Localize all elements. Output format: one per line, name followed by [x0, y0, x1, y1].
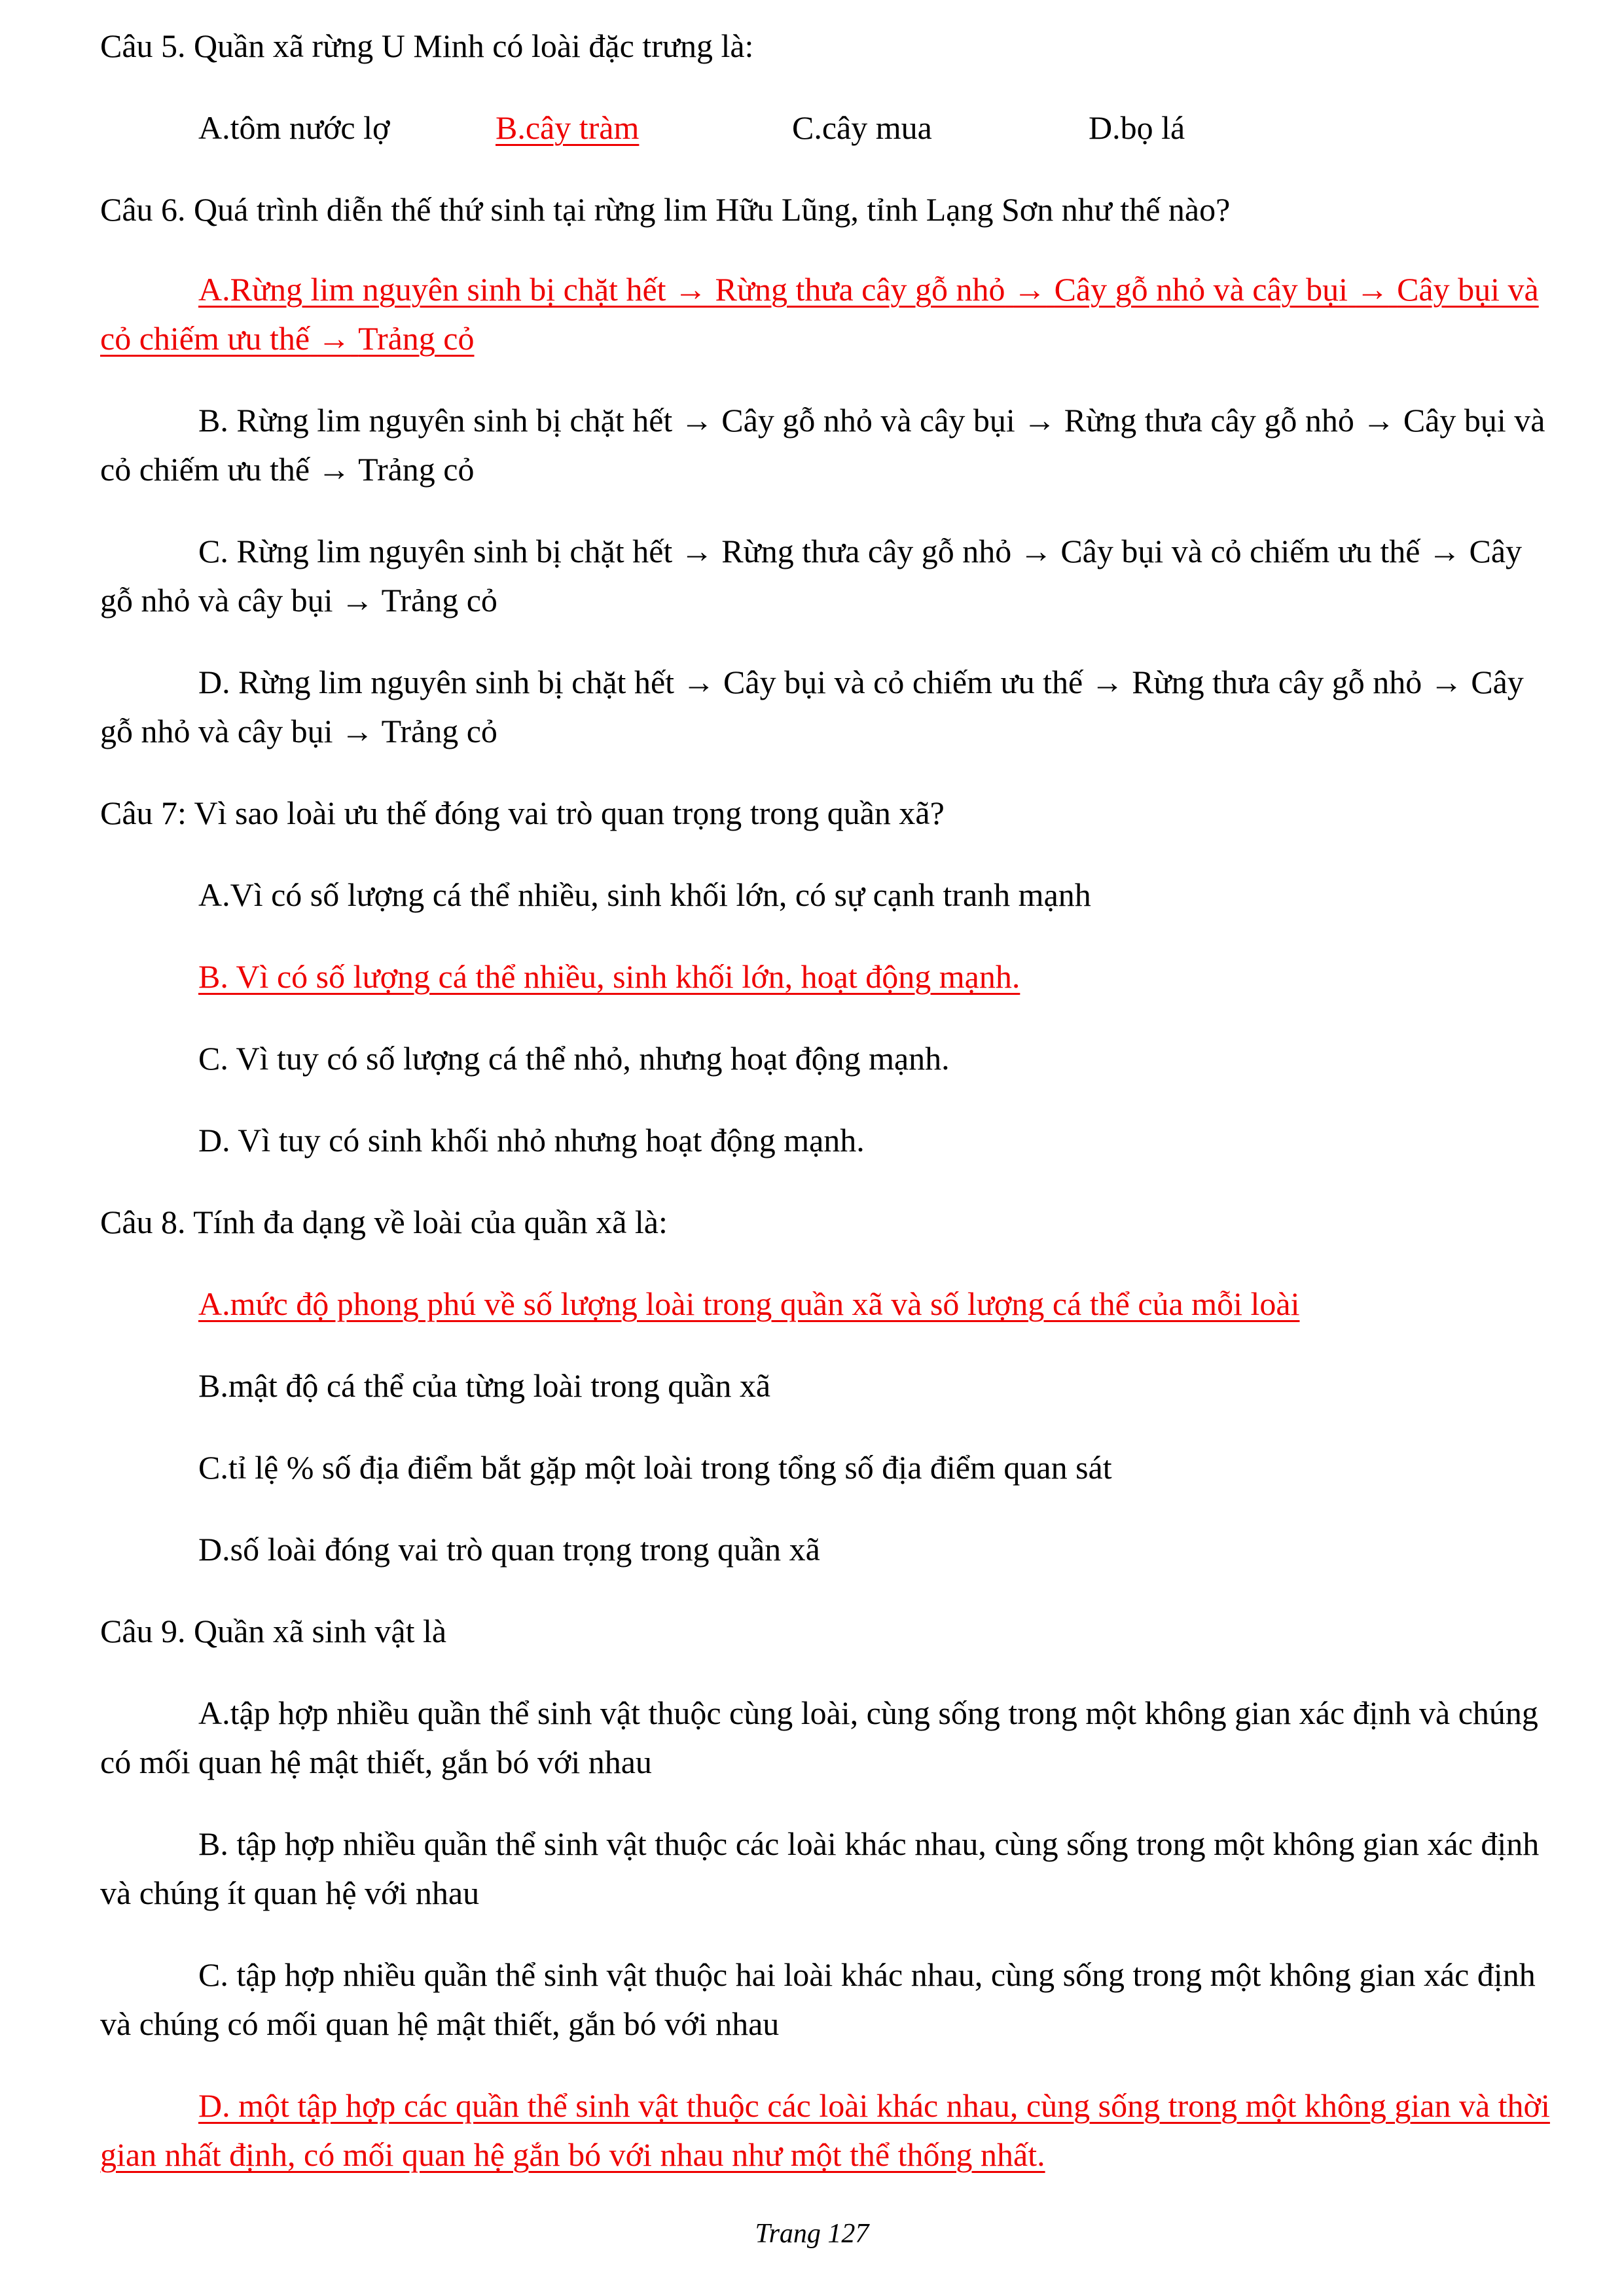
q8-stem: Câu 8. Tính đa dạng về loài của quần xã là: — [100, 1204, 668, 1240]
arrow-right-icon: → — [1428, 533, 1461, 569]
q8-option-d: D.số loài đóng vai trò quan trọng trong quần xã — [198, 1531, 820, 1568]
q6-option-c — [100, 527, 1550, 625]
q6-stem: Câu 6. Quá trình diễn thế thứ sinh tại rừng lim Hữu Lũng, tỉnh Lạng Sơn như thế nào? — [100, 191, 1231, 228]
q7-b-text: B. Vì có số lượng cá thể nhiều, sinh khối lớn, hoạt động mạnh. — [198, 958, 1020, 995]
q8-option-b: B.mật độ cá thể của từng loài trong quần xã — [198, 1367, 771, 1404]
arrow-right-icon: → — [680, 533, 713, 569]
q6-d-step-5: Trảng cỏ — [381, 713, 497, 749]
q8-a-text: A.mức độ phong phú về số lượng loài trong quần xã và số lượng cá thể của mỗi loài — [198, 1285, 1300, 1322]
q6-b-prefix: B. — [198, 402, 237, 439]
q6-a-step-4: Cây bụi và cỏ chiếm ưu thế — [100, 271, 1539, 357]
q7-option-b-correct — [100, 952, 1550, 1001]
q9-stem: Câu 9. Quần xã sinh vật là — [100, 1613, 447, 1649]
q6-b-step-4: Cây bụi và cỏ chiếm ưu thế — [100, 402, 1545, 488]
arrow-right-icon: → — [1013, 271, 1047, 308]
q6-option-b — [100, 396, 1550, 494]
q6-c-prefix: C. — [198, 533, 237, 569]
arrow-right-icon: → — [1019, 533, 1053, 569]
q9-option-c: C. tập hợp nhiều quần thể sinh vật thuộc hai loài khác nhau, cùng sống trong một không gian xác định và chúng có mối quan hệ mật thiết, gắn bó với nhau — [100, 1956, 1536, 2042]
q6-c-step-3: Cây bụi và cỏ chiếm ưu thế — [1060, 533, 1420, 569]
q5-stem: Câu 5. Quần xã rừng U Minh có loài đặc trưng là: — [100, 27, 754, 64]
arrow-right-icon: → — [1023, 402, 1056, 439]
q6-b-step-5: Trảng cỏ — [358, 451, 475, 488]
arrow-right-icon: → — [674, 271, 708, 308]
arrow-right-icon: → — [1356, 271, 1389, 308]
arrow-right-icon: → — [1430, 664, 1463, 700]
q6-a-step-3: Cây gỗ nhỏ và cây bụi — [1054, 271, 1348, 308]
q9-option-d-correct: D. một tập hợp các quần thể sinh vật thuộc các loài khác nhau, cùng sống trong một không gian và thời gian nhất định, có mối quan hệ gắn bó với nhau như một thể thống nhất. — [100, 2087, 1550, 2173]
q7-option-a: A.Vì có số lượng cá thể nhiều, sinh khối lớn, có sự cạnh tranh mạnh — [198, 876, 1091, 913]
arrow-right-icon: → — [1091, 664, 1124, 700]
arrow-right-icon: → — [317, 451, 351, 488]
q6-d-step-1: Rừng lim nguyên sinh bị chặt hết — [238, 664, 675, 700]
q6-a-step-5: Trảng cỏ — [358, 320, 475, 357]
q6-a-prefix: A. — [198, 271, 230, 308]
q7-option-c: C. Vì tuy có số lượng cá thể nhỏ, nhưng hoạt động mạnh. — [198, 1040, 950, 1077]
q5-option-c: C.cây mua — [792, 109, 932, 146]
q5-option-d: D.bọ lá — [1089, 109, 1185, 146]
q6-b-step-2: Cây gỗ nhỏ và cây bụi — [721, 402, 1015, 439]
arrow-right-icon: → — [317, 320, 351, 357]
q7-option-d: D. Vì tuy có sinh khối nhỏ nhưng hoạt động mạnh. — [198, 1122, 865, 1158]
q8-option-c: C.tỉ lệ % số địa điểm bắt gặp một loài trong tổng số địa điểm quan sát — [198, 1449, 1112, 1486]
q6-d-step-3: Rừng thưa cây gỗ nhỏ — [1132, 664, 1422, 700]
arrow-right-icon: → — [1362, 402, 1396, 439]
q6-d-step-2: Cây bụi và cỏ chiếm ưu thế — [723, 664, 1083, 700]
q6-b-step-1: Rừng lim nguyên sinh bị chặt hết — [236, 402, 673, 439]
q8-option-a-correct — [100, 1280, 1550, 1329]
q6-d-step-4: Cây gỗ nhỏ và cây bụi — [100, 664, 1524, 749]
q6-b-step-3: Rừng thưa cây gỗ nhỏ — [1064, 402, 1354, 439]
q7-stem: Câu 7: Vì sao loài ưu thế đóng vai trò quan trọng trong quần xã? — [100, 795, 945, 831]
q6-option-d — [100, 658, 1550, 756]
q6-c-step-5: Trảng cỏ — [381, 582, 497, 619]
q6-d-prefix: D. — [198, 664, 239, 700]
q9-option-a: A.tập hợp nhiều quần thể sinh vật thuộc cùng loài, cùng sống trong một không gian xác định và chúng có mối quan hệ mật thiết, gắn bó với nhau — [100, 1695, 1538, 1780]
q6-c-step-1: Rừng lim nguyên sinh bị chặt hết — [236, 533, 673, 569]
q6-a-step-2: Rừng thưa cây gỗ nhỏ — [715, 271, 1005, 308]
q6-c-step-2: Rừng thưa cây gỗ nhỏ — [721, 533, 1012, 569]
q6-option-a-correct — [100, 265, 1550, 363]
arrow-right-icon: → — [680, 402, 713, 439]
q6-c-step-4: Cây gỗ nhỏ và cây bụi — [100, 533, 1523, 619]
arrow-right-icon: → — [340, 582, 374, 619]
q9-option-b: B. tập hợp nhiều quần thể sinh vật thuộc các loài khác nhau, cùng sống trong một không gian xác định và chúng ít quan hệ với nhau — [100, 1825, 1540, 1911]
q5-option-a: A.tôm nước lợ — [198, 109, 390, 146]
arrow-right-icon: → — [340, 713, 374, 749]
q6-a-step-1: Rừng lim nguyên sinh bị chặt hết — [230, 271, 666, 308]
q5-option-b-correct: B.cây tràm — [496, 109, 640, 146]
arrow-right-icon: → — [682, 664, 715, 700]
page-number: Trang 127 — [755, 2219, 869, 2249]
